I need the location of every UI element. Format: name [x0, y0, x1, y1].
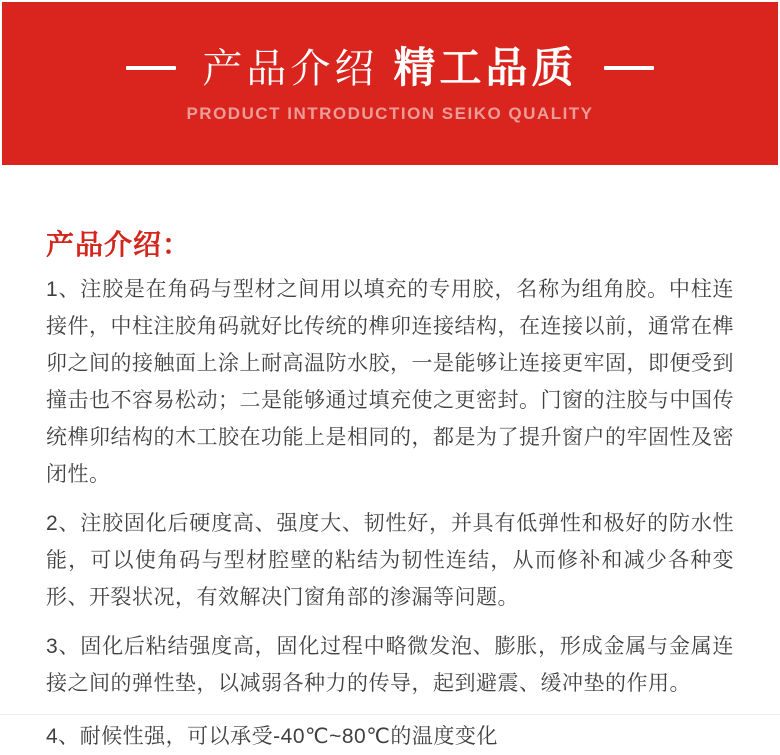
paragraph-list — [46, 271, 734, 755]
section-heading: 产品介绍： — [46, 229, 192, 260]
banner-title-bold: 精工品质 — [393, 44, 578, 91]
body-paragraph: 2、注胶固化后硬度高、强度大、韧性好，并具有低弹性和极好的防水性能，可以使角码与型材腔壁的粘结为韧性连结，从而修补和减少各种变形、开裂状况，有效解决门窗角部的渗漏等问题。 — [46, 512, 734, 609]
right-dash-decoration — [604, 66, 654, 70]
banner-title — [202, 44, 578, 91]
banner-subtitle: PRODUCT INTRODUCTION SEIKO QUALITY — [186, 104, 594, 123]
body-paragraph: 1、注胶是在角码与型材之间用以填充的专用胶，名称为组角胶。中柱连接件，中柱注胶角码就好比传统的榫卯连接结构，在连接以前，通常在榫卯之间的接触面上涂上耐高温防水胶，一是能够让连接更牢固，即便受到撞击也不容易松动；二是能够通过填充使之更密封。门窗的注胶与中国传统榫卯结构的木工胶在功能上是相同的，都是为了提升窗户的牢固性及密闭性。 — [46, 278, 734, 486]
content-section — [0, 165, 780, 755]
body-paragraph: 3、固化后粘结强度高，固化过程中略微发泡、膨胀，形成金属与金属连接之间的弹性垫，以减弱各种力的传导，起到避震、缓冲垫的作用。 — [46, 635, 734, 695]
banner-title-row — [126, 44, 653, 91]
header-banner — [2, 2, 778, 165]
left-dash-decoration — [126, 66, 176, 70]
banner-title-regular: 产品介绍 — [202, 47, 379, 91]
product-introduction-page — [0, 2, 780, 748]
body-paragraph: 4、耐候性强，可以承受-40℃~80℃的温度变化 — [46, 725, 498, 748]
